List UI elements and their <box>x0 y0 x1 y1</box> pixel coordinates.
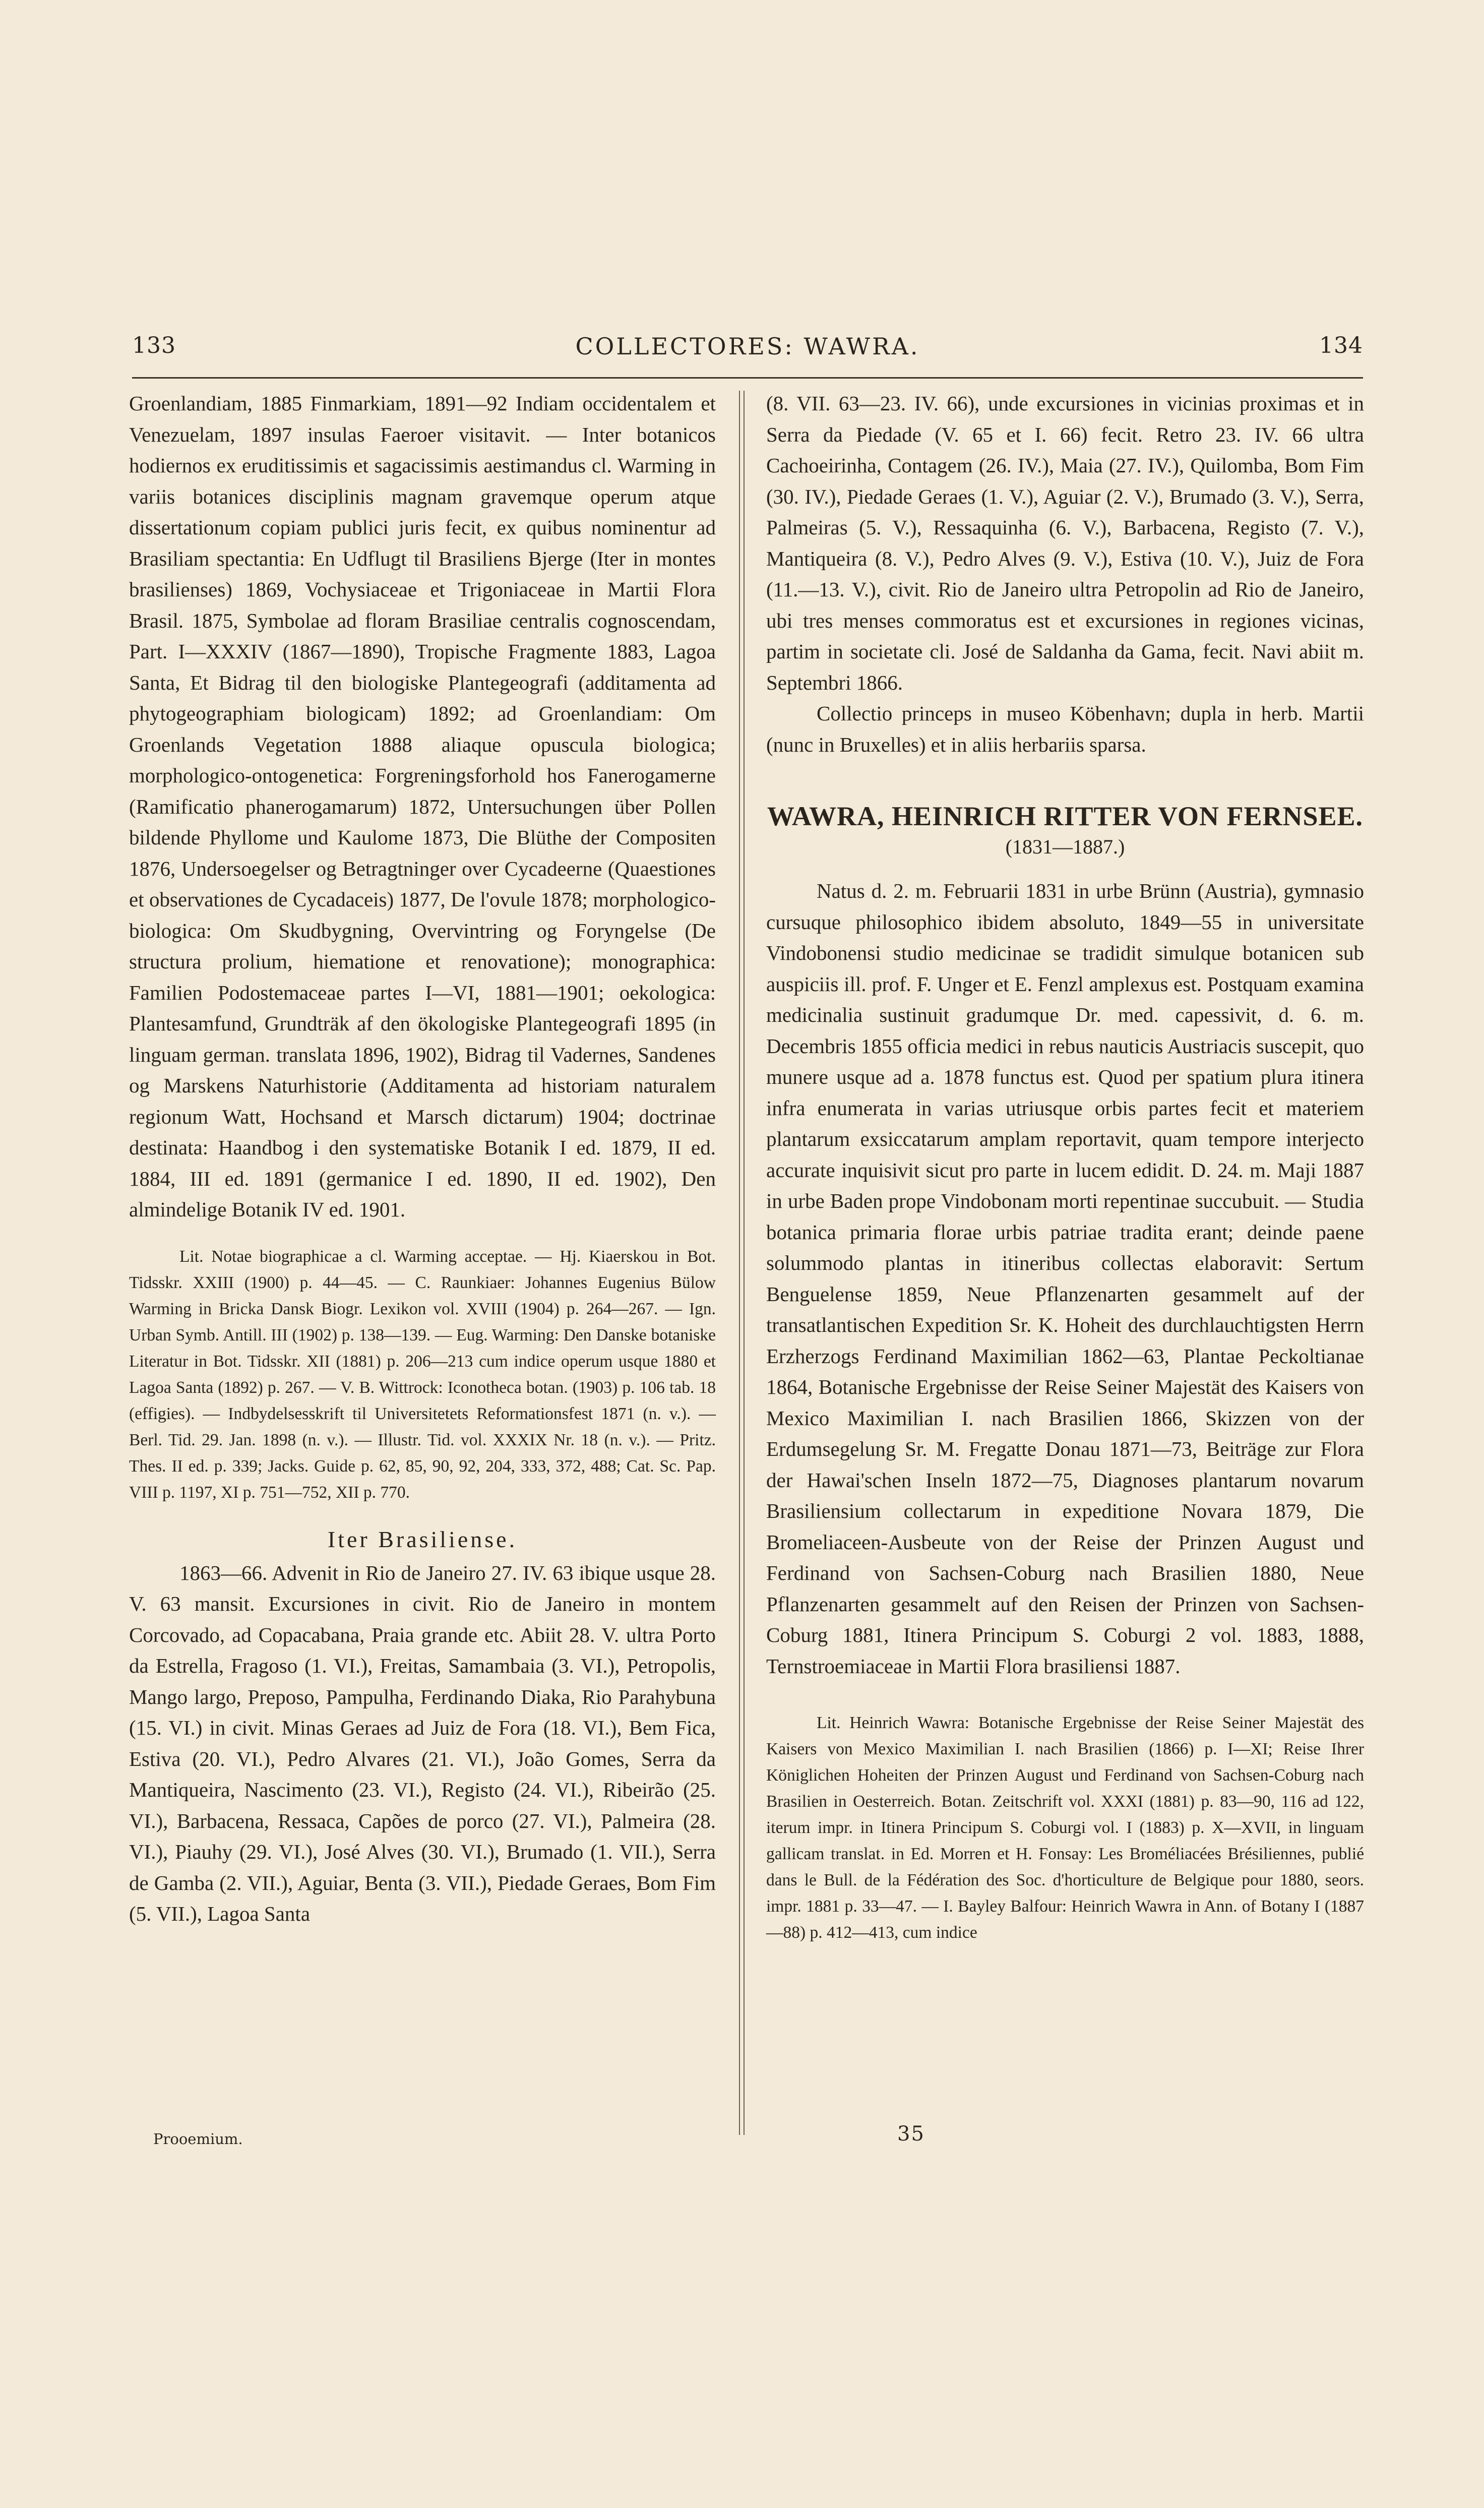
page-header <box>132 333 1363 368</box>
itinerary-continuation: (8. VII. 63—23. IV. 66), unde excursiones in vicinias proximas et in Serra da Piedade (V. 65 et I. 66) fecit. Retro 23. IV. 66 ultra Cachoeirinha, Contagem (26. IV.), Maia (27. IV.), Quilomba, Bom Fim (30. IV.), Piedade Geraes (1. V.), Aguiar (2. V.), Brumado (3. V.), Serra, Palmeiras (5. V.), Ressaquinha (6. V.), Barbacena, Registo (7. V.), Mantiqueira (8. V.), Pedro Alves (9. V.), Estiva (10. V.), Juiz de Fora (11.—13. V.), civit. Rio de Janeiro ultra Petropolin ad Rio de Janeiro, ubi tres menses commoratus est et excursiones in regiones vicinas, partim in societate cli. José de Saldanha da Gama, fecit. Navi abiit m. Septembri 1866. <box>766 392 1364 694</box>
column-divider <box>739 391 740 2135</box>
left-page-number: 133 <box>132 333 176 358</box>
wawra-section-heading: WAWRA, HEINRICH RITTER VON FERNSEE. <box>767 801 1364 831</box>
collection-note: Collectio princeps in museo Köbenhavn; dupla in herb. Martii (nunc in Bruxelles) et in aliis herbariis sparsa. <box>766 702 1364 756</box>
footer-signature-mark: Prooemium. <box>153 2130 243 2148</box>
iter-brasiliense-heading: Iter Brasiliense. <box>327 1526 518 1552</box>
left-column <box>129 388 716 1930</box>
wawra-biography: Natus d. 2. m. Februarii 1831 in urbe Brünn (Austria), gymnasio cursuque philosophico ibidem absoluto, 1849—55 in universitate Vindobonensi studio medicinae se tradidit simulque botanicen sub auspiciis ill. prof. F. Unger et E. Fenzl amplexus est. Postquam examina medicinalia sustinuit gradumque Dr. med. capessivit, d. 6. m. Decembris 1855 officia medici in rebus nauticis Austriacis suscepit, quo munere usque ad a. 1878 functus est. Quod per spatium plura itinera infra enumerata in varias utriusque orbis partes fecit et materiem plantarum exsiccatarum amplam reportavit, quam tempore interjecto accurate inquisivit sicut pro parte in lucem edidit. D. 24. m. Maji 1887 in urbe Baden prope Vindobonam morti repentinae succubuit. — Studia botanica primaria florae urbis patriae tradita erant; deinde paene solummodo plantas in itineribus collectas elaboravit: Sertum Benguelense 1859, Neue Pflanzenarten gesammelt auf der transatlantischen Expedition Sr. K. Hoheit des durchlauchtigsten Herrn Erzherzogs Ferdinand Maximilian 1862—63, Plantae Peckoltianae 1864, Botanische Ergebnisse der Reise Seiner Majestät des Kaisers von Mexico Maximilian I. nach Brasilien 1866, Skizzen von der Erdumsegelung Sr. M. Fregatte Donau 1871—73, Beiträge zur Flora der Hawai'schen Inseln 1872—75, Diagnoses plantarum novarum Brasiliensium collectarum in expeditione Novara 1879, Die Bromeliaceen-Ausbeute von der Reise der Prinzen August und Ferdinand von Sachsen-Coburg nach Brasilien 1880, Neue Pflanzenarten gesammelt auf den Reisen der Prinzen von Sachsen-Coburg 1881, Itinera Principum S. Coburgi 2 vol. 1883, 1888, Ternstroemiaceae in Martii Flora brasiliensi 1887. <box>766 879 1364 1678</box>
running-title: COLLECTORES: WAWRA. <box>575 333 920 360</box>
iter-brasiliense-text: 1863—66. Advenit in Rio de Janeiro 27. IV. 63 ibique usque 28. V. 63 mansit. Excursiones in civit. Rio de Janeiro in montem Corcovado, ad Copacabana, Praia grande etc. Abiit 28. V. ultra Porto da Estrella, Fragoso (1. VI.), Freitas, Samambaia (3. VI.), Petropolis, Mango largo, Preposo, Pampulha, Ferdinando Diaka, Rio Parahybuna (15. VI.) in civit. Minas Geraes ad Juiz de Fora (18. VI.), Bem Fica, Estiva (20. VI.), Pedro Alvares (21. VI.), João Gomes, Serra da Mantiqueira, Nascimento (23. VI.), Registo (24. VI.), Ribeirão (25. VI.), Barbacena, Ressaca, Capões de porco (27. VI.), Palmeira (28. VI.), Piauhy (29. VI.), José Alves (30. VI.), Brumado (1. VII.), Serra de Gamba (2. VII.), Aguiar, Benta (3. VII.), Piedade Geraes, Bom Fim (5. VII.), Lagoa Santa <box>129 1561 716 1925</box>
warming-literature: Lit. Notae biographicae a cl. Warming acceptae. — Hj. Kiaerskou in Bot. Tidsskr. XXIII (1900) p. 44—45. — C. Raunkiaer: Johannes Eugenius Bülow Warming in Bricka Dansk Biogr. Lexikon vol. XVIII (1904) p. 264—267. — Ign. Urban Symb. Antill. III (1902) p. 138—139. — Eug. Warming: Den Danske botaniske Literatur in Bot. Tidsskr. XII (1881) p. 206—213 cum indice operum usque 1880 et Lagoa Santa (1892) p. 267. — V. B. Wittrock: Iconotheca botan. (1903) p. 106 tab. 18 (effigies). — Indbydelsesskrift til Universitetets Reformationsfest 1871 (n. v.). — Berl. Tid. 29. Jan. 1898 (n. v.). — Illustr. Tid. vol. XXXIX Nr. 18 (n. v.). — Pritz. Thes. II ed. p. 339; Jacks. Guide p. 62, 85, 90, 92, 204, 333, 372, 488; Cat. Sc. Pap. VIII p. 1197, XI p. 751—752, XII p. 770. <box>129 1247 716 1502</box>
footer-sheet-number: 35 <box>897 2122 925 2146</box>
wawra-literature: Lit. Heinrich Wawra: Botanische Ergebnisse der Reise Seiner Majestät des Kaisers von Mexico Maximilian I. nach Brasilien (1866) p. I—XI; Reise Ihrer Königlichen Hoheiten der Prinzen August und Ferdinand von Sachsen-Coburg nach Brasilien in Oesterreich. Botan. Zeitschrift vol. XXXI (1881) p. 83—90, 116 ad 122, iterum impr. in Itinera Principum S. Coburgi vol. I (1883) p. X—XVII, in linguam gallicam translat. in Ed. Morren et H. Fonsay: Les Broméliacées Brésiliennes, publié dans le Bull. de la Fédération des Soc. d'horticulture de Belgique pour 1880, seors. impr. 1881 p. 33—47. — I. Bayley Balfour: Heinrich Wawra in Ann. of Botany I (1887—88) p. 412—413, cum indice <box>766 1714 1364 1942</box>
wawra-life-years: (1831—1887.) <box>1005 835 1125 858</box>
column-divider-second-line <box>744 391 745 2135</box>
right-column <box>766 388 1364 1946</box>
right-page-number: 134 <box>1319 333 1363 358</box>
warming-works-paragraph: Groenlandiam, 1885 Finmarkiam, 1891—92 Indiam occidentalem et Venezuelam, 1897 insulas Faeroer visitavit. — Inter botanicos hodiernos ex eruditissimis et sagacissimis aestimandus cl. Warming in variis botanices disciplinis magnam gravemque operum atque dissertationum copiam publici juris fecit, ex quibus nominentur ad Brasiliam spectantia: En Udflugt til Brasiliens Bjerge (Iter in montes brasilienses) 1869, Vochysiaceae et Trigoniaceae in Martii Flora Brasil. 1875, Symbolae ad floram Brasiliae centralis cognoscendam, Part. I—XXXIV (1867—1890), Tropische Fragmente 1883, Lagoa Santa, Et Bidrag til den biologiske Plantegeografi (additamenta ad phytogeographiam biologicam) 1892; ad Groenlandiam: Om Groenlands Vegetation 1888 aliaque opuscula biologica; morphologico-ontogenetica: Forgreningsforhold hos Fanerogamerne (Ramificatio phanerogamarum) 1872, Untersuchungen über Pollen bildende Phyllome und Kaulome 1873, Die Blüthe der Compositen 1876, Undersoegelser og Betragtninger over Cycadeerne (Quaestiones et observationes de Cycadaceis) 1877, De l'ovule 1878; morphologico-biologica: Om Skudbygning, Overvintring og Foryngelse (De structura prolium, hiematione et renovatione); monographica: Familien Podostemaceae partes I—VI, 1881—1901; oekologica: Plantesamfund, Grundträk af den ökologiske Plantegeografi 1895 (in linguam german. translata 1896, 1902), Bidrag til Vadernes, Sandenes og Marskens Naturhistorie (Additamenta ad historiam naturalem regionum Watt, Hochsand et Marsch dictarum) 1904; doctrinae destinata: Haandbog i den systematiske Botanik I ed. 1879, II ed. 1884, III ed. 1891 (germanice I ed. 1890, II ed. 1902), Den almindelige Botanik IV ed. 1901. <box>129 392 716 1221</box>
header-rule <box>132 377 1363 379</box>
